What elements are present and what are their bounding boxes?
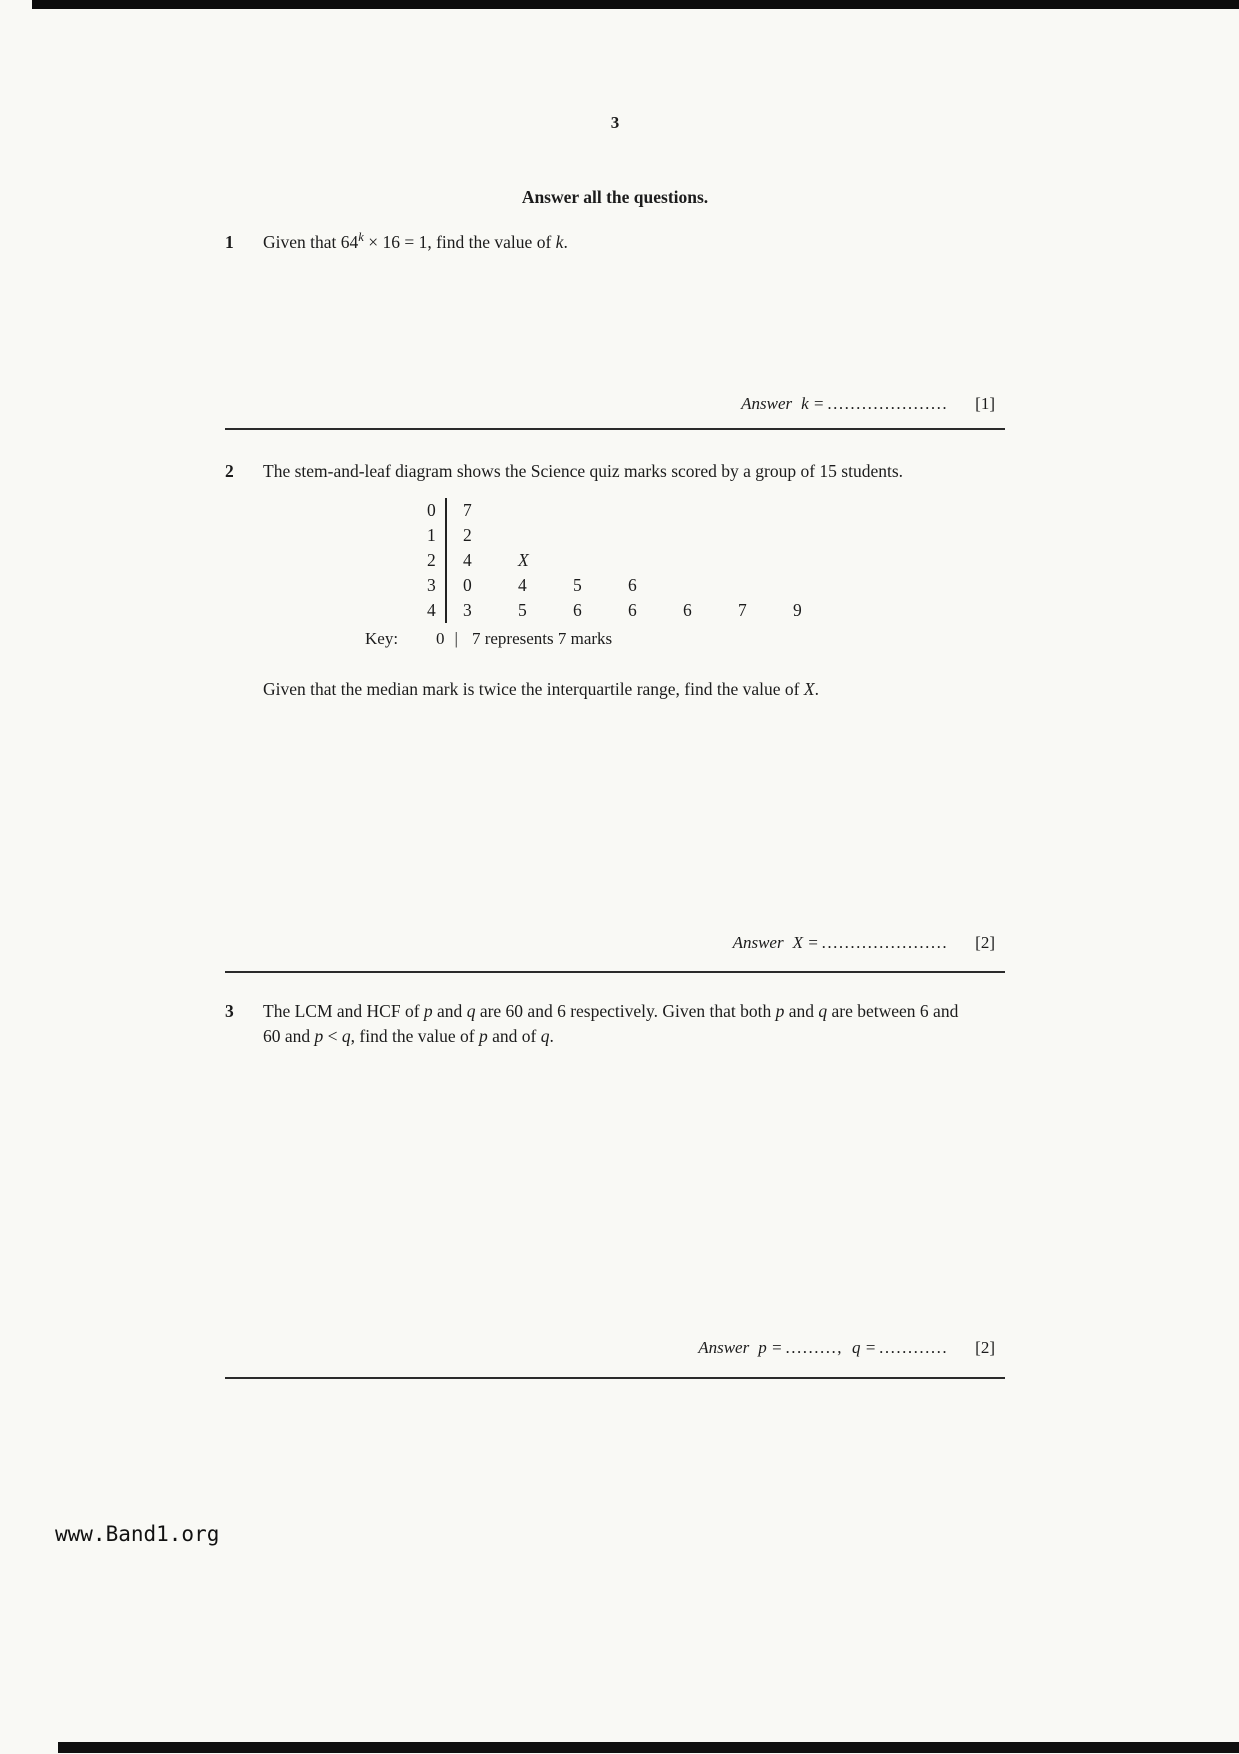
instructions-heading: Answer all the questions. bbox=[521, 187, 709, 207]
variable-p: p bbox=[775, 1001, 785, 1021]
leaf-value: 0 bbox=[463, 575, 472, 595]
question-3-number: 3 bbox=[225, 1001, 234, 1021]
page-content bbox=[225, 0, 1005, 1379]
variable-p: p bbox=[478, 1026, 488, 1046]
scan-artifact-bottom bbox=[58, 1742, 1239, 1753]
question-3-text: The LCM and HCF of p and q are 60 and 6 respectively. Given that both p and q are between 6 and 60 and p < q, find the value of p and of q. bbox=[263, 1001, 959, 1046]
question-1-text: Given that $64^k \times 16 = 1$, find the value of k. bbox=[263, 230, 568, 252]
answer-variable-k: k = bbox=[801, 394, 825, 413]
scan-artifact-top bbox=[32, 0, 1239, 9]
leaf-value: 6 bbox=[628, 600, 637, 620]
question-2-number: 2 bbox=[225, 461, 234, 481]
exponent-k: k bbox=[358, 230, 364, 245]
variable-k: k bbox=[555, 232, 564, 252]
answer-variable-q: q = bbox=[851, 1338, 877, 1357]
stemleaf-row-3 bbox=[423, 573, 1005, 598]
leaf-value: 7 bbox=[463, 500, 472, 520]
page-number: 3 bbox=[610, 113, 620, 132]
key-stem: 0 bbox=[436, 629, 445, 648]
variable-q: q bbox=[466, 1001, 476, 1021]
key-bar: | bbox=[454, 629, 458, 648]
stem-value: 4 bbox=[427, 600, 436, 620]
question-3 bbox=[225, 999, 1005, 1049]
leaf-value: 4 bbox=[518, 575, 527, 595]
stemleaf-row-2 bbox=[423, 548, 1005, 573]
variable-q: q bbox=[540, 1026, 550, 1046]
answer-line-q2 bbox=[225, 932, 1005, 954]
leaf-value: 2 bbox=[463, 525, 472, 545]
leaf-value: 6 bbox=[573, 600, 582, 620]
leaf-value-unknown-x: X bbox=[518, 550, 529, 570]
leaf-value: 5 bbox=[518, 600, 527, 620]
watermark-url: www.Band1.org bbox=[55, 1522, 220, 1546]
answer-line-q1 bbox=[225, 393, 1005, 415]
answer-dotted-line-p: ........., bbox=[785, 1338, 843, 1357]
stem-value: 3 bbox=[427, 575, 436, 595]
answer-line-q3 bbox=[225, 1337, 1005, 1359]
answer-variable-x: X = bbox=[792, 933, 819, 952]
variable-p: p bbox=[314, 1026, 324, 1046]
answer-dotted-line: ...................... bbox=[821, 933, 949, 952]
question-2-text: The stem-and-leaf diagram shows the Science quiz marks scored by a group of 15 students. bbox=[263, 461, 904, 481]
answer-variable-p: p = bbox=[758, 1338, 783, 1357]
question-2 bbox=[225, 459, 1005, 484]
question-1-number: 1 bbox=[225, 232, 234, 252]
leaf-value: 3 bbox=[463, 600, 472, 620]
stemleaf-row-1 bbox=[423, 523, 1005, 548]
leaf-value: 6 bbox=[683, 600, 692, 620]
stem-value: 2 bbox=[427, 550, 436, 570]
key-text: 7 represents 7 marks bbox=[471, 629, 613, 648]
stem-value: 1 bbox=[427, 525, 436, 545]
leaf-value: 4 bbox=[463, 550, 472, 570]
answer-label: Answer bbox=[741, 394, 793, 413]
answer-label: Answer bbox=[698, 1338, 750, 1357]
key-label: Key: bbox=[365, 629, 399, 648]
variable-q: q bbox=[818, 1001, 828, 1021]
stemleaf-row-0 bbox=[423, 498, 1005, 523]
section-divider-1 bbox=[225, 428, 1005, 430]
stem-value: 0 bbox=[427, 500, 436, 520]
section-divider-2 bbox=[225, 971, 1005, 973]
answer-dotted-line: ..................... bbox=[827, 394, 949, 413]
stemleaf-key bbox=[365, 628, 1005, 650]
stemleaf-row-4 bbox=[423, 598, 1005, 623]
stem-and-leaf-diagram bbox=[423, 498, 1005, 623]
leaf-value: 6 bbox=[628, 575, 637, 595]
leaf-value: 7 bbox=[738, 600, 747, 620]
leaf-value: 9 bbox=[793, 600, 802, 620]
variable-q: q bbox=[341, 1026, 351, 1046]
question-1 bbox=[225, 230, 1005, 255]
leaf-value: 5 bbox=[573, 575, 582, 595]
answer-label: Answer bbox=[732, 933, 784, 952]
section-divider-3 bbox=[225, 1377, 1005, 1379]
question-2-prompt: Given that the median mark is twice the interquartile range, find the value of X. bbox=[263, 679, 819, 699]
marks-q1: [1] bbox=[975, 394, 995, 413]
variable-x: X bbox=[803, 679, 815, 699]
variable-p: p bbox=[423, 1001, 433, 1021]
marks-q2: [2] bbox=[975, 933, 995, 952]
answer-dotted-line-q: ............ bbox=[879, 1338, 949, 1357]
marks-q3: [2] bbox=[975, 1338, 995, 1357]
